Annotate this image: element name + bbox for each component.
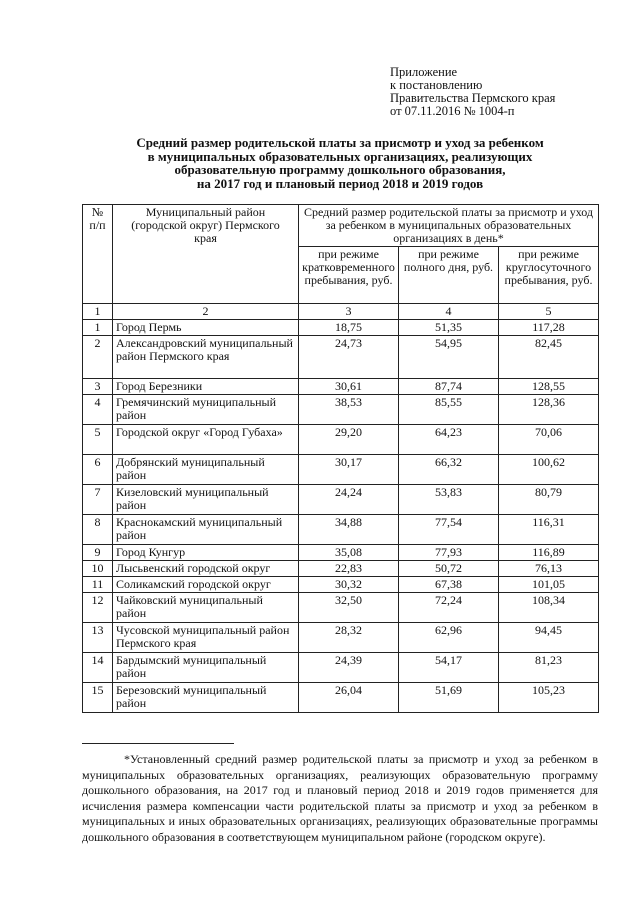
- table-row: [83, 395, 599, 425]
- appendix-line-3: Правительства Пермского края: [390, 91, 556, 105]
- row-number: 1: [83, 320, 113, 336]
- table-row: [83, 425, 599, 455]
- full-day-value: 66,32: [399, 455, 499, 485]
- row-number: 5: [83, 425, 113, 455]
- short-stay-value: 30,17: [299, 455, 399, 485]
- full-day-value: 64,23: [399, 425, 499, 455]
- column-number: 1: [83, 304, 113, 320]
- district-name: Кизеловский муниципальный район: [113, 485, 299, 515]
- title-line-1: Средний размер родительской платы за присмотр и уход за ребенком: [136, 135, 544, 150]
- row-number: 13: [83, 623, 113, 653]
- table-row: [83, 593, 599, 623]
- appendix-block: [390, 66, 555, 118]
- short-stay-value: 22,83: [299, 561, 399, 577]
- table-row: [83, 577, 599, 593]
- round-clock-value: 100,62: [499, 455, 599, 485]
- full-day-value: 87,74: [399, 379, 499, 395]
- table-row: [83, 320, 599, 336]
- table-row: [83, 653, 599, 683]
- round-clock-value: 117,28: [499, 320, 599, 336]
- appendix-line-4: от 07.11.2016 № 1004-п: [390, 104, 515, 118]
- footnote: *Установленный средний размер родительской платы за присмотр и уход за ребенком в муниципальных образовательных организациях, реализующих образовательную программу дошкольного образования, на 2017 год и плановый период 2018 и 2019 годов применяется для исчисления размера компенсации части родительской платы за присмотр и уход за ребенком в муниципальных и иных образовательных организациях, реализующих образовательные программы дошкольного образования в соответствующем муниципальном районе (городском округе).: [82, 752, 598, 844]
- district-name: Березовский муниципальный район: [113, 683, 299, 713]
- district-name: Город Пермь: [113, 320, 299, 336]
- row-number: 6: [83, 455, 113, 485]
- district-name: Чусовской муниципальный район Пермского края: [113, 623, 299, 653]
- title-line-2: в муниципальных образовательных организациях, реализующих: [147, 148, 533, 164]
- full-day-value: 85,55: [399, 395, 499, 425]
- round-clock-value: 76,13: [499, 561, 599, 577]
- round-clock-value: 128,36: [499, 395, 599, 425]
- short-stay-value: 35,08: [299, 545, 399, 561]
- table-row: [83, 455, 599, 485]
- row-number: 15: [83, 683, 113, 713]
- round-clock-value: 82,45: [499, 336, 599, 379]
- title-line-4: на 2017 год и плановый период 2018 и 2019 годов: [196, 175, 484, 191]
- district-name: Бардымский муниципальный район: [113, 653, 299, 683]
- short-stay-value: 24,73: [299, 336, 399, 379]
- footnote-divider: [82, 743, 234, 744]
- round-clock-value: 101,05: [499, 577, 599, 593]
- row-number: 12: [83, 593, 113, 623]
- column-number: 3: [299, 304, 399, 320]
- column-number: 2: [113, 304, 299, 320]
- column-number-row: [83, 304, 599, 320]
- header-short-stay: при режиме кратковременного пребывания, руб.: [299, 247, 399, 304]
- header-district: Муниципальный район (городской округ) Пермского края: [113, 205, 299, 304]
- row-number: 14: [83, 653, 113, 683]
- row-number: 2: [83, 336, 113, 379]
- full-day-value: 54,95: [399, 336, 499, 379]
- column-number: 4: [399, 304, 499, 320]
- round-clock-value: 116,89: [499, 545, 599, 561]
- round-clock-value: 94,45: [499, 623, 599, 653]
- district-name: Краснокамский муниципальный район: [113, 515, 299, 545]
- round-clock-value: 81,23: [499, 653, 599, 683]
- appendix-line-2: к постановлению: [390, 78, 483, 92]
- table-row: [83, 623, 599, 653]
- short-stay-value: 28,32: [299, 623, 399, 653]
- round-clock-value: 80,79: [499, 485, 599, 515]
- header-full-day: при режиме полного дня, руб.: [399, 247, 499, 304]
- table-row: [83, 336, 599, 379]
- full-day-value: 62,96: [399, 623, 499, 653]
- table-row: [83, 379, 599, 395]
- district-name: Соликамский городской округ: [113, 577, 299, 593]
- short-stay-value: 24,39: [299, 653, 399, 683]
- district-name: Лысьвенский городской округ: [113, 561, 299, 577]
- row-number: 7: [83, 485, 113, 515]
- short-stay-value: 24,24: [299, 485, 399, 515]
- short-stay-value: 26,04: [299, 683, 399, 713]
- round-clock-value: 128,55: [499, 379, 599, 395]
- round-clock-value: 116,31: [499, 515, 599, 545]
- short-stay-value: 30,32: [299, 577, 399, 593]
- header-round-clock: при режиме круглосуточного пребывания, руб.: [499, 247, 599, 304]
- row-number: 4: [83, 395, 113, 425]
- full-day-value: 51,35: [399, 320, 499, 336]
- district-name: Городской округ «Город Губаха»: [113, 425, 299, 455]
- full-day-value: 77,93: [399, 545, 499, 561]
- short-stay-value: 29,20: [299, 425, 399, 455]
- district-name: Город Кунгур: [113, 545, 299, 561]
- title-line-3: образовательную программу дошкольного образования,: [174, 162, 506, 177]
- table-row: [83, 683, 599, 713]
- round-clock-value: 70,06: [499, 425, 599, 455]
- header-row-1: [83, 205, 599, 247]
- full-day-value: 53,83: [399, 485, 499, 515]
- document-title: [60, 136, 620, 190]
- row-number: 11: [83, 577, 113, 593]
- full-day-value: 67,38: [399, 577, 499, 593]
- row-number: 9: [83, 545, 113, 561]
- district-name: Гремячинский муниципальный район: [113, 395, 299, 425]
- district-name: Город Березники: [113, 379, 299, 395]
- table-row: [83, 561, 599, 577]
- full-day-value: 72,24: [399, 593, 499, 623]
- row-number: 8: [83, 515, 113, 545]
- full-day-value: 50,72: [399, 561, 499, 577]
- table-row: [83, 515, 599, 545]
- row-number: 10: [83, 561, 113, 577]
- round-clock-value: 108,34: [499, 593, 599, 623]
- fee-table: [82, 204, 599, 713]
- header-num: № п/п: [83, 205, 113, 304]
- full-day-value: 77,54: [399, 515, 499, 545]
- short-stay-value: 34,88: [299, 515, 399, 545]
- short-stay-value: 30,61: [299, 379, 399, 395]
- full-day-value: 51,69: [399, 683, 499, 713]
- short-stay-value: 32,50: [299, 593, 399, 623]
- district-name: Добрянский муниципальный район: [113, 455, 299, 485]
- district-name: Чайковский муниципальный район: [113, 593, 299, 623]
- row-number: 3: [83, 379, 113, 395]
- short-stay-value: 18,75: [299, 320, 399, 336]
- header-group: Средний размер родительской платы за присмотр и уход за ребенком в муниципальных образовательных организациях в день*: [299, 205, 599, 247]
- column-number: 5: [499, 304, 599, 320]
- district-name: Александровский муниципальный район Пермского края: [113, 336, 299, 379]
- short-stay-value: 38,53: [299, 395, 399, 425]
- round-clock-value: 105,23: [499, 683, 599, 713]
- appendix-line-1: Приложение: [390, 65, 458, 79]
- full-day-value: 54,17: [399, 653, 499, 683]
- table-row: [83, 485, 599, 515]
- table-row: [83, 545, 599, 561]
